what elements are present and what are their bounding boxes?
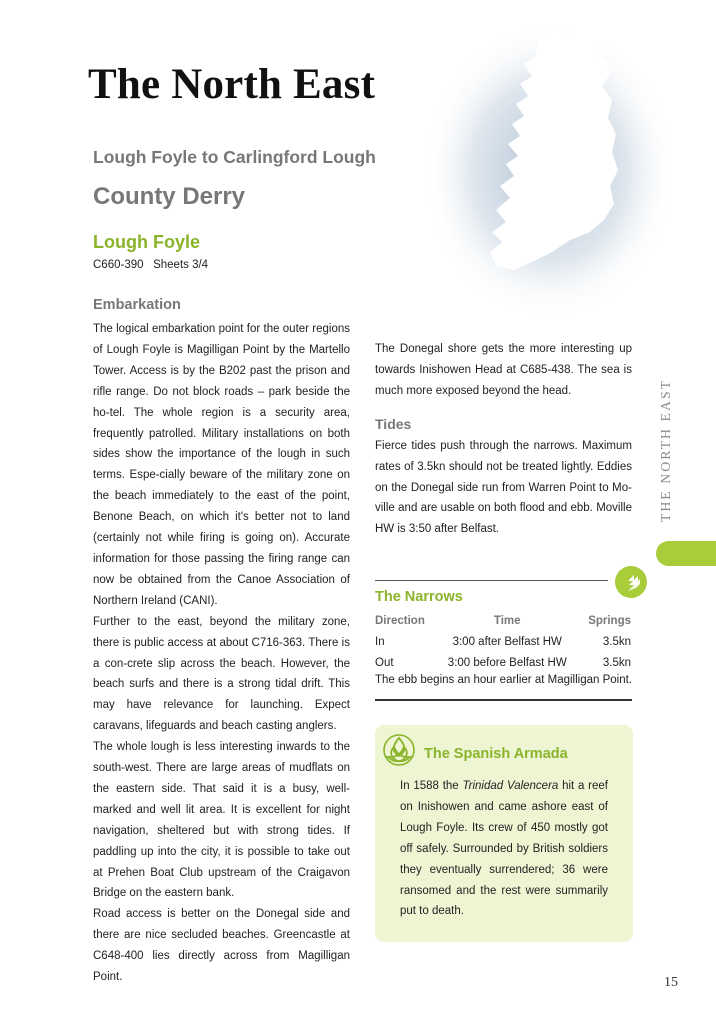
- celtic-knot-icon: [383, 734, 415, 766]
- tide-arrows-icon: [614, 565, 648, 599]
- ireland-map: [420, 0, 680, 320]
- left-column: [93, 319, 350, 988]
- county-title: County Derry: [93, 183, 246, 210]
- paragraph: The logical embarkation point for the outer regions of Lough Foyle is Magilligan Point by the Martello Tower. Access is by the B202 past the prison and rifle range. Do not block roads – park beside the ho-tel. The whole region is a security area, frequently patrolled. Military installations on both sides show the importance of the lough in such terms. Espe-cially beware of the military zone on the beach immediately to the east of the point, Benone Beach, on which it's better not to land (certainly not while firing is going on). Accurate information for those passing the firing range can now be obtained from the Canoe Association of Northern Ireland (CANI).: [93, 323, 350, 607]
- armada-paragraph: [400, 776, 608, 922]
- column-header: Springs: [588, 614, 631, 627]
- divider: [375, 699, 632, 701]
- place-title: Lough Foyle: [93, 232, 200, 252]
- table-cell: 3.5kn: [602, 635, 631, 648]
- page-title: The North East: [88, 61, 376, 108]
- section-title: Lough Foyle to Carlingford Lough: [93, 147, 376, 167]
- right-column: [375, 339, 632, 540]
- table-cell: 3:00 before Belfast HW: [447, 656, 567, 669]
- paragraph: Further to the east, beyond the military zone, there is public access at about C716-363. There is a con-crete slip across the beach. However, the beach surfs and there is a strong tidal drift. This may have relevance for launching. Expect caravans, lifeguards and beach casting anglers.: [93, 615, 350, 733]
- table-cell: In: [375, 635, 385, 648]
- ship-name: Trinidad Valencera: [462, 780, 559, 792]
- chapter-side-label: THE NORTH EAST: [658, 378, 673, 522]
- column-header: Direction: [375, 614, 425, 627]
- chapter-tab: [656, 541, 716, 566]
- narrows-heading: The Narrows: [375, 589, 463, 605]
- tides-heading: Tides: [375, 415, 412, 432]
- column-header: Time: [493, 614, 521, 627]
- table-row: [375, 631, 631, 652]
- embarkation-heading: Embarkation: [93, 297, 181, 313]
- paragraph: The whole lough is less interesting inwards to the south-west. There are large areas of mudflats on the eastern side. That said it is a busy, well-marked and well lit area. It is excellent for night navigation, sheltered but with strong tides. If paddling up into the city, it is possible to take out at Prehen Boat Club upstream of the Craigavon Bridge on the eastern bank.: [93, 741, 350, 900]
- text-span: hit a reef on Inishowen and came ashore east of Lough Foyle. Its crew of 450 mostly got off safely. Surrounded by British soldiers they eventually surrendered; 36 were ransomed and the rest were summarily put to death.: [400, 780, 608, 918]
- paragraph: The Donegal shore gets the more interesting up towards Inishowen Head at C685-438. The sea is much more exposed beyond the head.: [375, 343, 632, 397]
- table-row: [375, 652, 631, 673]
- narrows-note: The ebb begins an hour earlier at Magilligan Point.: [375, 674, 632, 686]
- page-number: 15: [664, 975, 678, 990]
- table-cell: 3.5kn: [602, 656, 631, 669]
- divider: [375, 580, 608, 581]
- table-header-row: [375, 610, 631, 631]
- tides-paragraph: Fierce tides push through the narrows. Maximum rates of 3.5kn should not be treated lightly. Eddies on the Donegal side run from Warren Point to Mo-ville and are usable on both flood and ebb. Moville HW is 3:50 after Belfast.: [375, 439, 632, 536]
- table-cell: Out: [375, 656, 394, 669]
- place-reference: C660-390 Sheets 3/4: [93, 259, 209, 271]
- table-cell: 3:00 after Belfast HW: [452, 635, 562, 648]
- paragraph: Road access is better on the Donegal side and there are nice secluded beaches. Greencastle at C648-400 lies directly across from Magilligan Point.: [93, 908, 350, 984]
- armada-heading: The Spanish Armada: [424, 746, 568, 762]
- narrows-table: [375, 610, 631, 673]
- text-span: In 1588 the: [400, 780, 463, 792]
